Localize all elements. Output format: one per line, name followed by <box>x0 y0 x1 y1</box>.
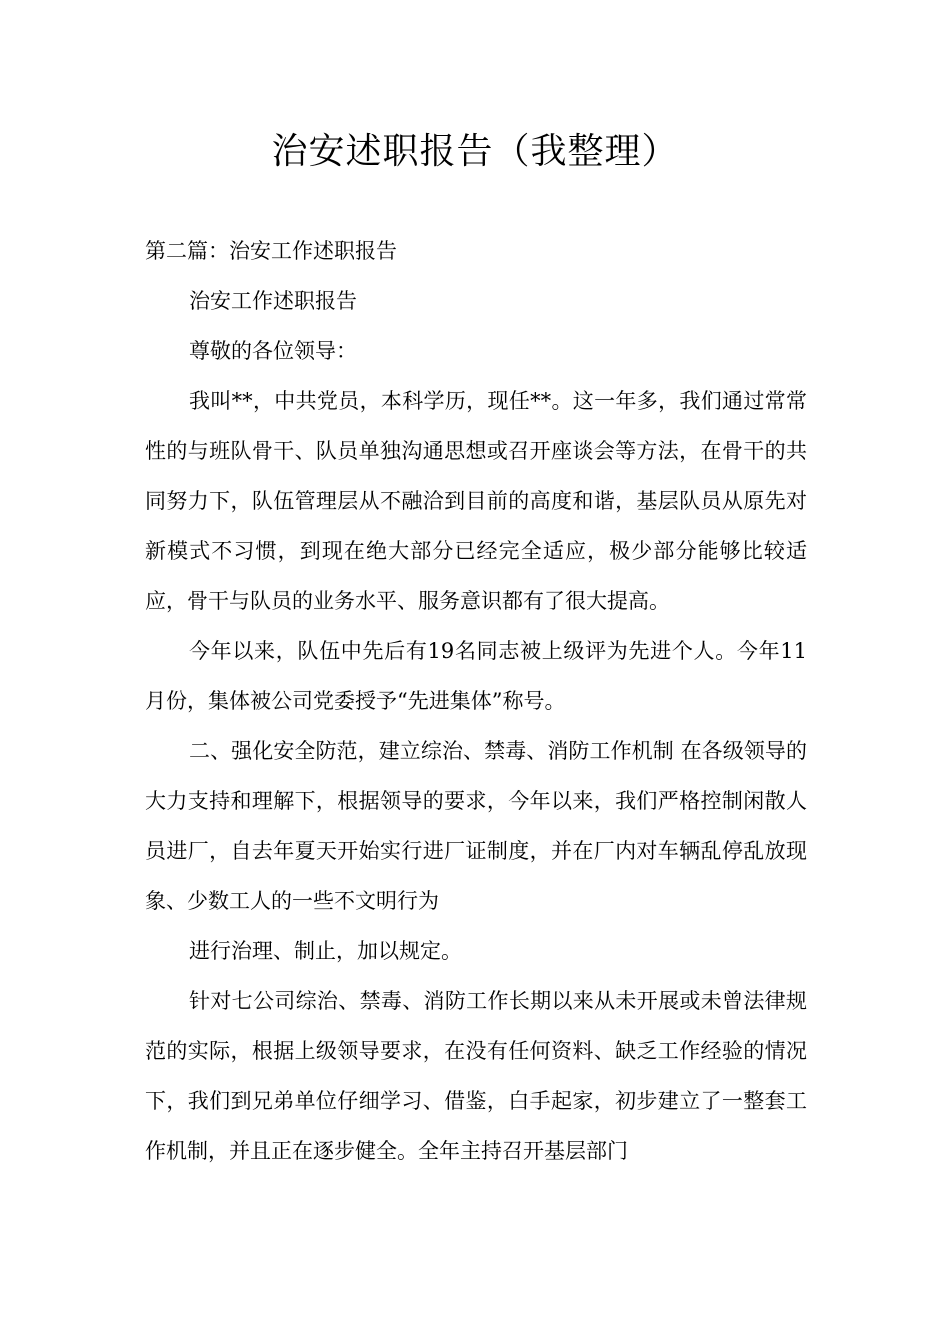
document-body <box>145 226 807 1176</box>
report-heading: 治安工作述职报告 <box>189 289 357 313</box>
body-paragraph: 针对七公司综治、禁毒、消防工作长期以来从未开展或未曾法律规范的实际，根据上级领导要求，在没有任何资料、缺乏工作经验的情况下，我们到兄弟单位仔细学习、借鉴，白手起家，初步建立了一整套工作机制，并且正在逐步健全。全年主持召开基层部门 <box>145 989 807 1163</box>
section-heading: 第二篇：治安工作述职报告 <box>145 239 397 263</box>
body-paragraph: 二、强化安全防范，建立综治、禁毒、消防工作机制 在各级领导的大力支持和理解下，根据领导的要求，今年以来，我们严格控制闲散人员进厂，自去年夏天开始实行进厂证制度，并在厂内对车辆乱停乱放现象、少数工人的一些不文明行为 <box>145 739 807 913</box>
salutation: 尊敬的各位领导： <box>189 339 357 363</box>
body-paragraph: 我叫**，中共党员，本科学历，现任**。这一年多，我们通过常常性的与班队骨干、队员单独沟通思想或召开座谈会等方法，在骨干的共同努力下，队伍管理层从不融洽到目前的高度和谐，基层队员从原先对新模式不习惯，到现在绝大部分已经完全适应，极少部分能够比较适应，骨干与队员的业务水平、服务意识都有了很大提高。 <box>145 389 807 613</box>
document-title: 治安述职报告（我整理） <box>271 131 679 172</box>
body-paragraph: 进行治理、制止，加以规定。 <box>189 939 462 963</box>
body-paragraph: 今年以来，队伍中先后有19名同志被上级评为先进个人。今年11月份，集体被公司党委授予“先进集体”称号。 <box>145 639 807 713</box>
